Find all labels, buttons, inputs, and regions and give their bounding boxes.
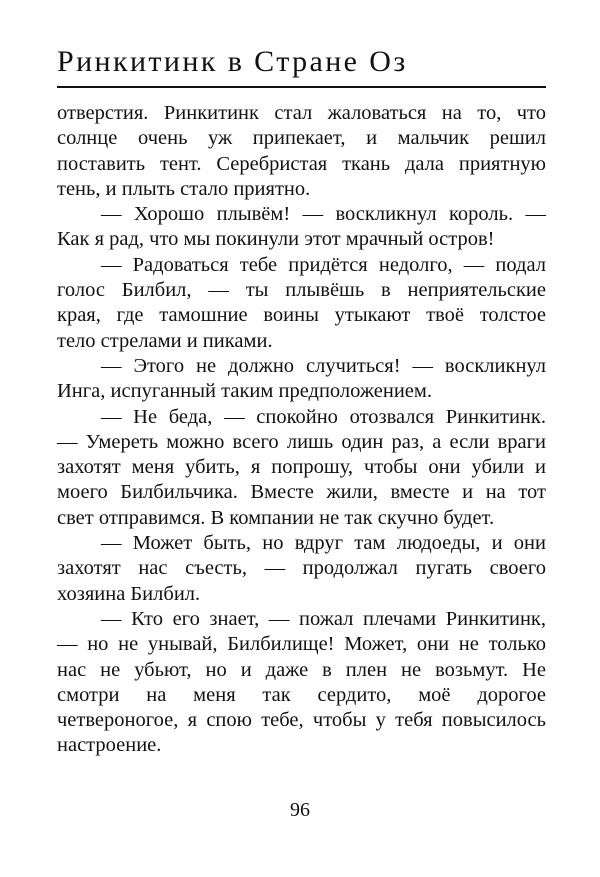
text-line: четвероногое, я спою тебе, чтобы у тебя повысилось [57, 709, 546, 732]
text-line: захотят нас съесть, — продолжал пугать своего [57, 557, 546, 580]
text-line: Как я рад, что мы покинули этот мрачный остров! [57, 228, 495, 251]
text-line: настроение. [57, 734, 162, 757]
text-line: края, где тамошние воины утыкают твоё толстое [57, 304, 546, 327]
running-header-title: Ринкитинк в Стране Оз [57, 45, 408, 78]
text-line: смотри на меня так сердито, моё дорогое [57, 683, 546, 706]
text-line: тело стрелами и пиками. [57, 329, 273, 352]
text-line: Инга, испуганный таким предположением. [57, 380, 433, 403]
text-line: голос Билбил, — ты плывёшь в неприятельские [57, 279, 546, 302]
text-line: тень, и плыть стало приятно. [57, 177, 311, 200]
text-line: — Умереть можно всего лишь один раз, а если враги [57, 430, 546, 453]
page-number: 96 [290, 799, 310, 821]
text-line: — Радоваться тебе придётся недолго, — подал [101, 253, 546, 276]
text-line: — Может быть, но вдруг там людоеды, и они [101, 532, 546, 555]
text-line: — Не беда, — спокойно отозвался Ринкитинк. [101, 405, 546, 428]
text-line: — Хорошо плывём! — воскликнул король. — [101, 203, 546, 226]
text-line: захотят меня убить, я попрошу, чтобы они убили и [57, 456, 546, 479]
text-line: моего Билбильчика. Вместе жили, вместе и на тот [57, 481, 546, 504]
text-line: солнце очень уж припекает, и мальчик решил [57, 127, 546, 150]
text-line: отверстия. Ринкитинк стал жаловаться на то, что [57, 102, 546, 124]
text-line: — Кто его знает, — пожал плечами Ринкитинк, [101, 607, 546, 630]
text-line: нас не убьют, но и даже в плен не возьмут. Не [57, 658, 546, 681]
text-line: свет отправимся. В компании не так скучно будет. [57, 506, 495, 529]
text-line: поставить тент. Серебристая ткань дала приятную [57, 152, 546, 175]
header-rule [57, 86, 546, 88]
text-line: — Этого не должно случиться! — воскликнул [101, 354, 546, 377]
text-line: хозяина Билбил. [57, 582, 201, 605]
body-text [57, 101, 546, 759]
text-line: — но не унывай, Билбилище! Может, они не только [57, 633, 546, 656]
